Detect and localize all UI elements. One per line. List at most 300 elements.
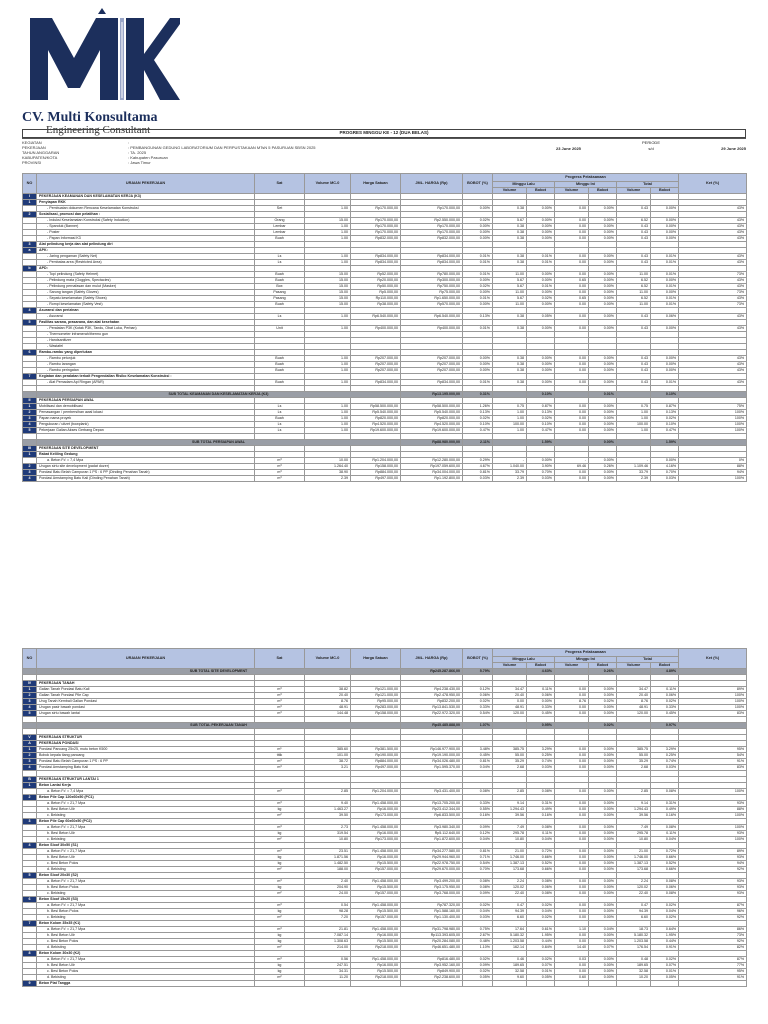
row-last-volume: 1.00 bbox=[493, 428, 527, 434]
row-description: - Rompi keselamatan (Safety Vest) bbox=[37, 302, 255, 308]
row-total-weight: 0.00% bbox=[651, 458, 679, 464]
row-total-volume: 0.43 bbox=[617, 236, 651, 242]
row-amount: Rp820.000,00 bbox=[401, 416, 463, 422]
row-total-volume: 0.43 bbox=[617, 368, 651, 374]
row-this-volume: 0.00 bbox=[555, 428, 589, 434]
row-this-volume: 0.00 bbox=[555, 272, 589, 278]
row-percent: 96% bbox=[679, 909, 747, 915]
row-last-volume: 94.39 bbox=[493, 909, 527, 915]
row-last-weight: 0.00% bbox=[527, 380, 555, 386]
row-last-weight: 0.08% bbox=[527, 879, 555, 885]
row-percent: 0% bbox=[679, 458, 747, 464]
row-amount: Rp787.320,00 bbox=[401, 903, 463, 909]
row-percent: 43% bbox=[679, 230, 747, 236]
row-amount: Rp3.768.000,00 bbox=[401, 891, 463, 897]
row-unit: m³ bbox=[255, 759, 305, 765]
row-this-weight: 0.07% bbox=[589, 945, 617, 951]
row-unit-price: Rp157.000,00 bbox=[351, 867, 401, 873]
row-percent: 91% bbox=[679, 759, 747, 765]
row-amount: Rp22.978.750,00 bbox=[401, 861, 463, 867]
row-percent: 100% bbox=[679, 428, 747, 434]
row-last-volume: 0.38 bbox=[493, 206, 527, 212]
row-volume: 1.00 bbox=[305, 362, 351, 368]
row-last-weight: 0.52% bbox=[527, 861, 555, 867]
row-total-weight: 1.95% bbox=[651, 933, 679, 939]
row-unit-price: Rp15.500,00 bbox=[351, 909, 401, 915]
row-total-weight: 0.00% bbox=[651, 356, 679, 362]
row-weight: 0.55% bbox=[463, 807, 493, 813]
row-percent: 95% bbox=[679, 747, 747, 753]
row-unit-price: Rp832.000,00 bbox=[351, 236, 401, 242]
row-description: b. Besi Beton Ulir bbox=[37, 855, 255, 861]
section-title: Beton Pile Cap 60x60x50 (PC2) bbox=[37, 819, 255, 825]
row-unit: m¹ bbox=[255, 747, 305, 753]
row-description: - Pelindung mata (Goggles, Spectacles) bbox=[37, 278, 255, 284]
row-this-weight: 0.02% bbox=[589, 699, 617, 705]
section-title: Fasilitas sarana, prasarana, dan alat kesehatan bbox=[37, 320, 255, 326]
row-description: - Rambu larangan bbox=[37, 362, 255, 368]
section-cell bbox=[555, 981, 589, 987]
row-unit: Lembar bbox=[255, 224, 305, 230]
row-unit: titik bbox=[255, 753, 305, 759]
progress-table-1 bbox=[22, 173, 747, 482]
row-this-weight: 0.00% bbox=[589, 837, 617, 843]
row-percent: 73% bbox=[679, 933, 747, 939]
row-unit-price: Rp283.000,00 bbox=[351, 705, 401, 711]
row-this-volume: 0.00 bbox=[555, 903, 589, 909]
row-volume: 1.00 bbox=[305, 224, 351, 230]
row-total-volume: 0.43 bbox=[617, 362, 651, 368]
row-weight: 0.02% bbox=[463, 969, 493, 975]
col-ket: Ket (%) bbox=[679, 649, 747, 669]
row-last-volume: 11.00 bbox=[493, 272, 527, 278]
row-unit: Set bbox=[255, 206, 305, 212]
row-percent: 100% bbox=[679, 422, 747, 428]
row-last-weight: 0.33% bbox=[527, 705, 555, 711]
subtotal-amount: Rp88.980.000,00 bbox=[401, 440, 463, 446]
section-number: 4 bbox=[23, 843, 37, 849]
row-percent: 73% bbox=[679, 272, 747, 278]
row-unit-price: Rp218.000,00 bbox=[351, 945, 401, 951]
row-last-weight: 0.04% bbox=[527, 909, 555, 915]
row-weight: 0.08% bbox=[463, 885, 493, 891]
col-minggu-lalu: Minggu Lalu bbox=[493, 657, 555, 663]
row-this-volume: 0.00 bbox=[555, 260, 589, 266]
row-this-volume: 0.00 bbox=[555, 825, 589, 831]
row-last-weight: 0.66% bbox=[527, 867, 555, 873]
row-last-volume: 0.38 bbox=[493, 254, 527, 260]
row-last-volume: 48.91 bbox=[493, 705, 527, 711]
row-unit-price: Rp157.000,00 bbox=[351, 915, 401, 921]
row-percent: 100% bbox=[679, 813, 747, 819]
row-last-weight: 0.08% bbox=[527, 825, 555, 831]
row-number: 1 bbox=[23, 747, 37, 753]
row-this-weight: 0.00% bbox=[589, 831, 617, 837]
col-vol: Volume bbox=[555, 188, 589, 194]
row-number: 5 bbox=[23, 711, 37, 717]
row-this-volume: 69.46 bbox=[555, 464, 589, 470]
row-percent: 94% bbox=[679, 861, 747, 867]
subtotal-total-weight: 1.59% bbox=[651, 440, 679, 446]
row-unit: m³ bbox=[255, 705, 305, 711]
subtotal-total-weight: 0.10% bbox=[651, 392, 679, 398]
row-this-volume: 0.00 bbox=[555, 230, 589, 236]
row-last-weight: 0.05% bbox=[527, 314, 555, 320]
row-unit-price: Rp400.000,00 bbox=[351, 326, 401, 332]
row-total-volume: 2.68 bbox=[617, 765, 651, 771]
row-last-weight: 0.70% bbox=[527, 470, 555, 476]
row-this-weight: 0.00% bbox=[589, 314, 617, 320]
row-total-volume: 94.39 bbox=[617, 909, 651, 915]
row-unit-price: Rp381.500,00 bbox=[351, 747, 401, 753]
row-volume: 2.40 bbox=[305, 879, 351, 885]
row-volume: 1.00 bbox=[305, 416, 351, 422]
row-percent: 43% bbox=[679, 356, 747, 362]
row-unit: Ls bbox=[255, 410, 305, 416]
row-volume: 98.28 bbox=[305, 909, 351, 915]
subtotal-label: SUB TOTAL SITE DEVELOPMENT bbox=[37, 669, 401, 675]
row-weight: 0.09% bbox=[463, 963, 493, 969]
row-this-volume: 0.00 bbox=[555, 687, 589, 693]
row-percent: 88% bbox=[679, 464, 747, 470]
row-this-weight: 0.00% bbox=[589, 969, 617, 975]
row-unit-price: Rp834.000,00 bbox=[351, 260, 401, 266]
row-total-volume: 22.40 bbox=[617, 891, 651, 897]
row-this-weight: 0.00% bbox=[589, 284, 617, 290]
row-weight: 0.01% bbox=[463, 326, 493, 332]
subtotal-last-weight: 0.10% bbox=[527, 392, 555, 398]
row-last-weight: 0.02% bbox=[527, 957, 555, 963]
row-last-volume: 0.46 bbox=[493, 957, 527, 963]
row-total-weight: 0.00% bbox=[651, 326, 679, 332]
row-this-volume: 0.00 bbox=[555, 963, 589, 969]
row-percent: 43% bbox=[679, 368, 747, 374]
row-total-volume: 33.79 bbox=[617, 470, 651, 476]
row-percent: 93% bbox=[679, 801, 747, 807]
row-total-weight: 0.47% bbox=[651, 428, 679, 434]
row-this-weight: 0.00% bbox=[589, 380, 617, 386]
row-unit-price: Rp6.540.000,00 bbox=[351, 314, 401, 320]
row-percent: 43% bbox=[679, 284, 747, 290]
row-total-weight: 0.01% bbox=[651, 284, 679, 290]
row-description: Pondasi Amstamping Batu Kali bbox=[37, 765, 255, 771]
row-number: 2 bbox=[23, 693, 37, 699]
row-total-weight: 0.02% bbox=[651, 903, 679, 909]
section-title: Beton Plat Tangga bbox=[37, 981, 255, 987]
row-volume: 1.871.56 bbox=[305, 855, 351, 861]
row-unit-price: Rp1.458.000,00 bbox=[351, 957, 401, 963]
row-total-volume: 1.00 bbox=[617, 410, 651, 416]
row-description: a. Beton Fc' = 21,7 Mpa bbox=[37, 927, 255, 933]
row-unit-price: Rp207.000,00 bbox=[351, 356, 401, 362]
row-this-weight: 0.00% bbox=[589, 368, 617, 374]
row-total-weight: 0.04% bbox=[651, 837, 679, 843]
row-this-weight: 0.00% bbox=[589, 422, 617, 428]
col-harga: Harga Satuan bbox=[351, 649, 401, 669]
info-value: : TA. 2025 bbox=[128, 149, 147, 155]
row-weight: 0.71% bbox=[463, 855, 493, 861]
row-unit-price: Rp1.458.000,00 bbox=[351, 903, 401, 909]
period-label: PERIODE bbox=[641, 139, 660, 145]
row-this-weight: 0.00% bbox=[589, 687, 617, 693]
row-total-volume: 6.52 bbox=[617, 284, 651, 290]
row-amount: Rp197.059.600,00 bbox=[401, 464, 463, 470]
row-unit-price: Rp497.000,00 bbox=[351, 476, 401, 482]
row-unit: m² bbox=[255, 975, 305, 981]
row-total-weight: 0.04% bbox=[651, 909, 679, 915]
col-bbt: Bobot bbox=[527, 663, 555, 669]
row-last-volume: - bbox=[493, 458, 527, 464]
row-last-weight: 0.00% bbox=[527, 278, 555, 284]
row-this-volume: 0.00 bbox=[555, 224, 589, 230]
row-this-volume: 0.00 bbox=[555, 326, 589, 332]
col-minggu-ini: Minggu Ini bbox=[555, 182, 617, 188]
row-unit: m² bbox=[255, 813, 305, 819]
row-last-volume: 34.47 bbox=[493, 687, 527, 693]
row-weight: 0.00% bbox=[463, 290, 493, 296]
row-total-weight: 0.49% bbox=[651, 807, 679, 813]
row-total-volume: 0.43 bbox=[617, 224, 651, 230]
subtotal-this-weight: 0.01% bbox=[589, 392, 617, 398]
row-this-weight: 0.00% bbox=[589, 693, 617, 699]
subtotal-this-weight: 0.00% bbox=[589, 440, 617, 446]
row-total-volume: 35.29 bbox=[617, 759, 651, 765]
row-weight: 2.67% bbox=[463, 933, 493, 939]
row-percent: 43% bbox=[679, 380, 747, 386]
row-amount: Rp750.000,00 bbox=[401, 284, 463, 290]
row-unit: Buah bbox=[255, 416, 305, 422]
row-percent: 100% bbox=[679, 410, 747, 416]
subtotal-label: SUB TOTAL PERSIAPAN AWAL bbox=[37, 440, 401, 446]
row-volume: 39.50 bbox=[305, 813, 351, 819]
row-volume: 1.00 bbox=[305, 254, 351, 260]
row-total-weight: 0.00% bbox=[651, 236, 679, 242]
row-unit: m³ bbox=[255, 470, 305, 476]
row-total-volume: 1.387.13 bbox=[617, 861, 651, 867]
row-total-weight: 0.10% bbox=[651, 422, 679, 428]
row-amount: Rp46.651.480,00 bbox=[401, 945, 463, 951]
row-amount: Rp20.284.080,00 bbox=[401, 939, 463, 945]
row-unit-price: Rp1.204.000,00 bbox=[351, 789, 401, 795]
row-total-volume: 176.54 bbox=[617, 945, 651, 951]
company-tagline: Engineering Consultant bbox=[46, 124, 151, 136]
row-weight: 0.00% bbox=[463, 236, 493, 242]
row-percent: 88% bbox=[679, 807, 747, 813]
row-this-volume: 0.00 bbox=[555, 969, 589, 975]
section-number: A bbox=[23, 741, 37, 747]
row-this-weight: 0.00% bbox=[589, 801, 617, 807]
col-bbt: Bobot bbox=[527, 188, 555, 194]
row-description: Pondasi Amstamping Batu Kali (Dinding Penahan Tanah) bbox=[37, 476, 255, 482]
row-last-volume: 5.180.32 bbox=[493, 933, 527, 939]
row-this-weight: 0.00% bbox=[589, 254, 617, 260]
section-number: V bbox=[23, 735, 37, 741]
row-last-weight: 0.06% bbox=[527, 693, 555, 699]
row-this-weight: 0.00% bbox=[589, 404, 617, 410]
table-row bbox=[23, 476, 747, 482]
row-unit: m³ bbox=[255, 927, 305, 933]
row-total-weight: 0.13% bbox=[651, 410, 679, 416]
row-last-weight: 1.95% bbox=[527, 933, 555, 939]
row-last-volume: 162.14 bbox=[493, 945, 527, 951]
row-amount: Rp23.412.344,00 bbox=[401, 807, 463, 813]
row-unit: Pasang bbox=[255, 296, 305, 302]
row-description: - Thermometer inframerah/thermo gun bbox=[37, 332, 255, 338]
row-weight: 1.10% bbox=[463, 945, 493, 951]
row-weight: 0.81% bbox=[463, 759, 493, 765]
row-unit: Buah bbox=[255, 302, 305, 308]
row-description: - Pelindung pernafasan dan mulut (Masker) bbox=[37, 284, 255, 290]
row-amount: Rp75.000,00 bbox=[401, 290, 463, 296]
row-unit-price: Rp834.000,00 bbox=[351, 254, 401, 260]
row-last-volume: 1.040.00 bbox=[493, 464, 527, 470]
section-number: 5 bbox=[23, 320, 37, 326]
row-this-weight: 0.00% bbox=[589, 909, 617, 915]
row-amount: Rp12.280.000,00 bbox=[401, 458, 463, 464]
row-weight: 0.09% bbox=[463, 825, 493, 831]
row-last-volume: 1.00 bbox=[493, 410, 527, 416]
row-last-weight: 0.03% bbox=[527, 765, 555, 771]
row-total-weight: 0.66% bbox=[651, 855, 679, 861]
row-description: b. Besi Beton Ulir bbox=[37, 963, 255, 969]
row-volume: 38.72 bbox=[305, 759, 351, 765]
row-amount: Rp29.670.000,00 bbox=[401, 867, 463, 873]
row-percent: 43% bbox=[679, 260, 747, 266]
row-unit: m² bbox=[255, 945, 305, 951]
row-unit: m³ bbox=[255, 693, 305, 699]
row-volume: 144.48 bbox=[305, 711, 351, 717]
row-this-volume: 0.00 bbox=[555, 867, 589, 873]
row-unit-price: Rp820.000,00 bbox=[351, 416, 401, 422]
col-minggu-ini: Minggu Ini bbox=[555, 657, 617, 663]
row-last-volume: 9.14 bbox=[493, 801, 527, 807]
row-weight: 0.05% bbox=[463, 975, 493, 981]
row-unit-price: Rp158.000,00 bbox=[351, 464, 401, 470]
row-volume: 2.73 bbox=[305, 825, 351, 831]
row-total-volume: 295.78 bbox=[617, 831, 651, 837]
col-volume: Volume MC-0 bbox=[305, 174, 351, 194]
row-total-volume: 0.43 bbox=[617, 314, 651, 320]
row-this-volume: 1.10 bbox=[555, 927, 589, 933]
section-number: a bbox=[23, 248, 37, 254]
row-unit: Unit bbox=[255, 326, 305, 332]
col-vol: Volume bbox=[617, 188, 651, 194]
row-volume: 188.00 bbox=[305, 867, 351, 873]
report-page-1 bbox=[22, 129, 746, 482]
row-unit: Buah bbox=[255, 368, 305, 374]
row-last-weight: 0.74% bbox=[527, 759, 555, 765]
row-description: Urugan sirtu site development (padat dozer) bbox=[37, 464, 255, 470]
row-total-weight: 0.91% bbox=[651, 945, 679, 951]
row-unit-price: Rp5.000,00 bbox=[351, 290, 401, 296]
row-percent: 77% bbox=[679, 963, 747, 969]
row-total-weight: 0.08% bbox=[651, 891, 679, 897]
row-weight: 0.09% bbox=[463, 891, 493, 897]
row-percent: 83% bbox=[679, 711, 747, 717]
row-this-volume: 0.00 bbox=[555, 356, 589, 362]
row-unit: Ls bbox=[255, 428, 305, 434]
row-amount: Rp1.192.800,00 bbox=[401, 476, 463, 482]
row-volume: 0.56 bbox=[305, 957, 351, 963]
row-this-weight: 0.00% bbox=[589, 885, 617, 891]
row-description: - Alat Pemadam Api Ringan (APAR) bbox=[37, 380, 255, 386]
row-unit: Ls bbox=[255, 422, 305, 428]
row-this-volume: 0.00 bbox=[555, 290, 589, 296]
row-unit: kg bbox=[255, 831, 305, 837]
section-cell bbox=[527, 981, 555, 987]
row-total-weight: 0.07% bbox=[651, 963, 679, 969]
col-jumlah: JML. HARGA (Rp) bbox=[401, 174, 463, 194]
row-weight: 0.16% bbox=[463, 813, 493, 819]
row-last-volume: 20.40 bbox=[493, 693, 527, 699]
row-weight: 0.02% bbox=[463, 218, 493, 224]
row-this-volume: 0.00 bbox=[555, 422, 589, 428]
section-number: 7 bbox=[23, 374, 37, 380]
row-amount: Rp832.200,00 bbox=[401, 699, 463, 705]
col-total: Total bbox=[617, 182, 679, 188]
row-total-volume: 0.75 bbox=[617, 404, 651, 410]
row-last-volume: 2.68 bbox=[493, 765, 527, 771]
row-this-weight: 0.00% bbox=[589, 975, 617, 981]
row-amount: Rp19.600.000,00 bbox=[401, 428, 463, 434]
row-total-weight: 0.00% bbox=[651, 278, 679, 284]
row-amount: Rp5.112.640,00 bbox=[401, 831, 463, 837]
row-last-weight: 0.00% bbox=[527, 224, 555, 230]
section-cell bbox=[679, 981, 747, 987]
row-this-volume: 0.00 bbox=[555, 206, 589, 212]
section-title: Rambu-rambu yang diperlukan bbox=[37, 350, 255, 356]
row-percent: 89% bbox=[679, 687, 747, 693]
row-total-volume: 2.39 bbox=[617, 476, 651, 482]
row-volume: 15.00 bbox=[305, 296, 351, 302]
row-unit: m³ bbox=[255, 879, 305, 885]
row-total-weight: 3.29% bbox=[651, 747, 679, 753]
row-volume: 1.00 bbox=[305, 380, 351, 386]
row-total-volume: 385.75 bbox=[617, 747, 651, 753]
row-total-volume: 0.43 bbox=[617, 380, 651, 386]
row-unit: m³ bbox=[255, 458, 305, 464]
row-percent: 87% bbox=[679, 957, 747, 963]
row-number: 5 bbox=[23, 428, 37, 434]
row-this-volume: 0.00 bbox=[555, 362, 589, 368]
row-total-volume: 11.00 bbox=[617, 302, 651, 308]
row-description: c. Bekisting bbox=[37, 891, 255, 897]
row-last-volume: 5.67 bbox=[493, 218, 527, 224]
row-last-weight: 0.04% bbox=[527, 837, 555, 843]
row-last-volume: 100.00 bbox=[493, 422, 527, 428]
section-title: PEKERJAAN SITE DEVELOPMENT bbox=[37, 446, 255, 452]
row-last-weight: 0.08% bbox=[527, 891, 555, 897]
row-weight: 0.54% bbox=[463, 861, 493, 867]
company-logo bbox=[22, 8, 182, 108]
row-percent: 43% bbox=[679, 236, 747, 242]
section-number: B bbox=[23, 777, 37, 783]
row-this-volume: 14.40 bbox=[555, 945, 589, 951]
row-description: - Pembuatan dokumen Rencana Keselamatan Konstruksi bbox=[37, 206, 255, 212]
row-this-volume: 0.03 bbox=[555, 957, 589, 963]
row-description: - Pembatas area (Restricted Area) bbox=[37, 260, 255, 266]
row-last-weight: 0.31% bbox=[527, 801, 555, 807]
row-last-volume: 0.38 bbox=[493, 362, 527, 368]
row-this-volume: 0.00 bbox=[555, 879, 589, 885]
row-amount: Rp780.000,00 bbox=[401, 272, 463, 278]
row-last-weight: 0.00% bbox=[527, 206, 555, 212]
row-total-volume: 120.02 bbox=[617, 885, 651, 891]
row-last-volume: 17.64 bbox=[493, 927, 527, 933]
row-volume: 1.463.27 bbox=[305, 807, 351, 813]
row-total-weight: 0.06% bbox=[651, 885, 679, 891]
row-last-volume: 39.56 bbox=[493, 813, 527, 819]
